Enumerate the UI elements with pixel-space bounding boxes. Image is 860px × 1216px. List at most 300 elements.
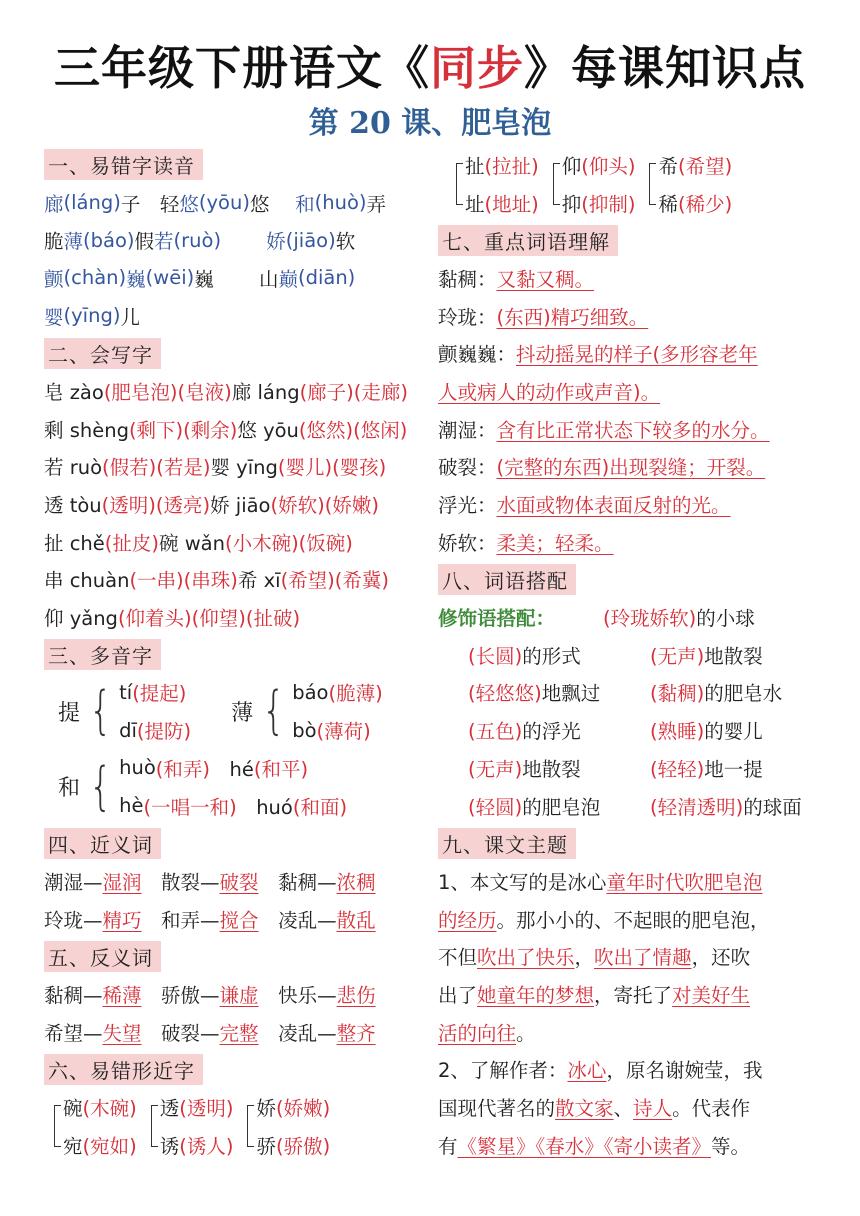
pinyin-text: 子 [120, 192, 141, 216]
word: 快乐— [258, 984, 337, 1007]
line [438, 711, 828, 749]
word: (抑制) [581, 192, 636, 216]
theme-text: 2、了解作者： [438, 1059, 568, 1083]
similar-block [456, 146, 828, 221]
pinyin-text: (jiāo) [285, 228, 336, 252]
word: (一唱一和) [143, 795, 237, 819]
pinyin-text: 和 [269, 192, 315, 216]
similar-row [256, 1088, 330, 1126]
line [438, 674, 828, 712]
char: 碗 [63, 1097, 83, 1121]
pinyin-text: 脆 [44, 230, 64, 254]
collocation [650, 678, 782, 706]
line [438, 410, 828, 448]
head-word: 的形式 [522, 644, 581, 668]
pinyin-text: (wēi) [145, 266, 195, 290]
key-phrase: 吹出了快乐 [477, 946, 575, 970]
collocation [650, 641, 763, 669]
line [44, 297, 436, 335]
modifier: (轻圆) [468, 795, 523, 819]
collocation [603, 603, 755, 631]
answer-word: 湿润 [102, 870, 142, 894]
line [44, 1013, 436, 1051]
char: 仰 [561, 154, 582, 178]
theme-text: ，寄托了 [594, 983, 673, 1007]
pinyin: huó [236, 795, 293, 819]
definition: 人或病人的动作或声音)。 [438, 380, 661, 404]
polyphone-group [58, 674, 191, 749]
char: 诱 [159, 1134, 180, 1158]
answer-word: 浓稠 [336, 870, 376, 894]
definition: 含有比正常状态下较多的水分。 [496, 418, 770, 442]
char-pinyin: 若 ruò [44, 456, 103, 480]
polyphone-char: 和 [58, 776, 81, 802]
line [438, 937, 828, 975]
line [44, 937, 436, 975]
pinyin: huò [119, 756, 156, 780]
answer-word: 谦虚 [219, 984, 259, 1007]
collocation [468, 641, 650, 669]
similar-chars [160, 1088, 234, 1163]
word: 和弄— [141, 908, 220, 932]
pinyin: dī [119, 718, 137, 742]
line [438, 334, 828, 372]
word: (和面) [292, 795, 348, 819]
char-pinyin: 扯 chě [44, 531, 105, 555]
line [438, 259, 828, 297]
word: 破裂— [141, 1021, 220, 1045]
line [44, 184, 436, 222]
pinyin: hé [209, 757, 254, 781]
line [438, 862, 828, 900]
term: 破裂： [438, 456, 497, 480]
word: (和平) [253, 757, 309, 781]
word: (稀少) [677, 192, 733, 216]
line [44, 372, 436, 410]
word: (宛如) [82, 1134, 137, 1158]
term: 娇软： [438, 531, 497, 555]
theme-text: 。代表作 [672, 1097, 751, 1121]
similar-row [562, 146, 636, 184]
polyphone-char: 薄 [231, 700, 254, 726]
char-pinyin: 透 tòu [44, 494, 102, 518]
line [44, 334, 436, 372]
head-word: 的浮光 [522, 720, 581, 744]
key-phrase: 《繁星》《春水》《寄小读者》 [457, 1134, 712, 1158]
bracket-symbol [54, 1105, 61, 1147]
section-8-heading: 八、词语搭配 [438, 564, 576, 595]
key-phrase: 冰心 [567, 1059, 607, 1083]
theme-text: 不但 [438, 946, 478, 970]
word: (诱人) [179, 1134, 234, 1158]
line [44, 410, 436, 448]
key-phrase: 散文家 [555, 1097, 614, 1121]
pinyin-text: (yōu) [198, 191, 250, 215]
term: 颤巍巍： [438, 343, 517, 367]
similar-chars [63, 1088, 137, 1163]
similar-chars [562, 146, 636, 221]
similar-row [465, 184, 539, 222]
line [438, 523, 828, 561]
pinyin-text: (huò) [314, 191, 367, 215]
theme-text: 等。 [711, 1134, 751, 1158]
answer-word: 破裂 [219, 870, 259, 894]
example-words: (娇软)(娇嫩) [270, 494, 379, 518]
key-phrase: 吹出了情趣 [594, 946, 692, 970]
modifier: (无声) [468, 757, 523, 781]
page-title: 三年级下册语文《同步》每课知识点 [54, 41, 806, 95]
pinyin-text: (ruò) [173, 228, 222, 252]
pinyin-text: 薄 [63, 230, 84, 254]
line [438, 636, 828, 674]
definition: 抖动摇晃的样子(多形容老年 [516, 343, 758, 367]
bracket-symbol [649, 163, 656, 205]
head-word: 的球面 [743, 795, 802, 819]
word: 玲珑— [44, 908, 103, 932]
example-words: (悠然)(悠闲) [298, 418, 408, 442]
word: 潮湿— [44, 870, 103, 894]
similar-block [54, 1088, 436, 1163]
key-phrase: 童年时代吹肥皂泡 [606, 870, 763, 894]
key-phrase: 活的向往 [438, 1021, 517, 1045]
line [438, 975, 828, 1013]
similar-row [63, 1088, 137, 1126]
line [44, 824, 436, 862]
pinyin-text: 悠 [179, 192, 199, 216]
pinyin-text: (diān) [297, 266, 356, 290]
answer-word: 精巧 [102, 908, 142, 932]
key-phrase: 诗人 [633, 1097, 673, 1121]
line [438, 485, 828, 523]
similar-chars [658, 146, 732, 221]
word: 凌乱— [258, 1021, 337, 1045]
answer-word: 失望 [102, 1021, 142, 1045]
polyphone-readings [292, 674, 382, 749]
line [438, 1088, 828, 1126]
example-words: (一串)(串珠) [129, 569, 238, 593]
char-pinyin: 希 xī [237, 569, 281, 593]
pinyin: tí [119, 680, 133, 704]
char: 宛 [63, 1134, 83, 1158]
modifier: (黏稠) [650, 682, 705, 706]
char-pinyin: 婴 yīng [210, 456, 278, 480]
example-words: (小木碗)(饭碗) [224, 531, 353, 555]
reading-row [119, 787, 347, 825]
line [438, 824, 828, 862]
section-9-heading: 九、课文主题 [438, 828, 576, 859]
line [438, 598, 828, 636]
char: 娇 [256, 1097, 276, 1121]
collocation [650, 716, 763, 744]
modifier: (轻轻) [650, 757, 705, 781]
answer-word: 散乱 [336, 908, 376, 932]
theme-text: 。 [516, 1021, 536, 1045]
theme-text: 。那小小的、不起眼的肥皂泡， [496, 908, 770, 932]
section-4-heading: 四、近义词 [44, 828, 161, 859]
line [438, 561, 828, 599]
line [44, 561, 436, 599]
pinyin-text: (láng) [63, 191, 121, 215]
theme-text: ， [574, 946, 595, 970]
modifier: (轻清透明) [650, 795, 744, 819]
line [438, 787, 828, 825]
right-column [438, 146, 828, 1164]
word: (薄荷) [316, 720, 371, 744]
char-pinyin: 娇 jiāo [210, 494, 271, 518]
theme-text: ，还吹 [691, 946, 751, 970]
line [44, 1051, 436, 1089]
reading-row [119, 711, 191, 749]
line [438, 1126, 828, 1164]
bracket-symbol [151, 1105, 158, 1147]
char-pinyin: 串 chuàn [44, 569, 130, 593]
modifier-label: 修饰语搭配： [438, 607, 556, 631]
modifier: (玲珑娇软) [603, 607, 697, 631]
word: (地址) [484, 192, 539, 216]
similar-row [658, 146, 732, 184]
brace-symbol: { [262, 681, 286, 742]
line [44, 259, 436, 297]
pinyin-text: 软 [335, 230, 356, 254]
example-words: (廊子)(走廊) [299, 380, 409, 404]
word: 散裂— [141, 870, 220, 894]
reading-row [292, 711, 382, 749]
pinyin-text: (yīng) [63, 304, 121, 328]
similar-row [658, 184, 732, 222]
word: 凌乱— [258, 908, 337, 932]
line [438, 221, 828, 259]
head-word: 的肥皂泡 [522, 795, 601, 819]
pinyin: hè [119, 794, 144, 818]
similar-row [465, 146, 539, 184]
pinyin-text: (chàn) [63, 266, 127, 290]
polyphone-readings [119, 749, 347, 824]
word: 希望— [44, 1021, 103, 1045]
pinyin-text: 假 [134, 230, 155, 254]
example-words: (假若)(若是) [102, 456, 211, 480]
pinyin-text: 山 [213, 267, 279, 291]
theme-text: 1、本文写的是冰心 [438, 870, 607, 894]
section-2-heading: 二、会写字 [44, 338, 161, 369]
modifier: (长圆) [468, 644, 523, 668]
example-words: (肥皂泡)(皂液) [103, 380, 232, 404]
polyphone-char: 提 [58, 700, 81, 726]
word: 黏稠— [44, 984, 103, 1007]
term: 黏稠： [438, 267, 497, 291]
reading-row [292, 674, 382, 712]
line [44, 900, 436, 938]
theme-text: 国现代著名的 [438, 1097, 556, 1121]
line [44, 146, 436, 184]
line [44, 598, 436, 636]
bracket-symbol [456, 163, 463, 205]
collocation [468, 754, 650, 782]
similar-chars [465, 146, 539, 221]
head-word: 地散裂 [704, 644, 763, 668]
section-7-heading: 七、重点词语理解 [438, 225, 618, 256]
head-word: 的婴儿 [704, 720, 763, 744]
collocation [650, 792, 802, 820]
pinyin-text: 弄 [366, 192, 387, 216]
collocation [468, 678, 650, 706]
answer-word: 悲伤 [336, 984, 376, 1007]
pinyin-text: 颤 [44, 267, 64, 291]
modifier: (轻悠悠) [468, 682, 542, 706]
pinyin: báo [292, 680, 329, 704]
char-pinyin: 皂 zào [44, 380, 104, 404]
char: 稀 [658, 192, 678, 216]
word: (提起) [132, 682, 187, 706]
line [438, 900, 828, 938]
word: (提防) [136, 720, 192, 744]
definition: 又黏又稠。 [496, 267, 595, 291]
word: (和弄) [155, 757, 210, 781]
word: (仰头) [581, 154, 636, 178]
polyphone-block [58, 674, 436, 749]
pinyin-text: 巅 [278, 267, 298, 291]
line [44, 523, 436, 561]
pinyin-text: 悠 [249, 192, 270, 216]
example-words: (剩下)(剩余) [128, 418, 238, 442]
theme-text: ，原名谢婉莹，我 [606, 1059, 763, 1083]
similar-char-group [649, 146, 732, 221]
section-3-heading: 三、多音字 [44, 639, 161, 670]
char-pinyin: 廊 láng [231, 380, 300, 404]
word: (骄傲) [275, 1134, 331, 1158]
answer-word: 完整 [219, 1021, 259, 1045]
char-pinyin: 剩 shèng [44, 418, 129, 442]
key-phrase: 对美好生 [672, 983, 751, 1007]
polyphone-group [58, 749, 347, 824]
line [44, 636, 436, 674]
bracket-symbol [247, 1105, 254, 1147]
example-words: (婴儿)(婴孩) [277, 456, 387, 480]
brace-symbol: { [88, 681, 113, 742]
brace-symbol: { [88, 756, 113, 817]
section-5-heading: 五、反义词 [44, 941, 161, 972]
head-word: 的肥皂水 [704, 682, 783, 706]
head-word: 地飘过 [541, 682, 601, 706]
reading-row [119, 674, 191, 712]
term: 浮光： [438, 494, 497, 518]
char: 希 [658, 154, 678, 178]
word: (脆薄) [328, 682, 383, 706]
example-words: (透明)(透亮) [101, 494, 211, 518]
char-pinyin: 碗 wǎn [159, 531, 225, 555]
word: 黏稠— [258, 870, 337, 894]
line [44, 975, 436, 1013]
word: (拉扯) [484, 154, 539, 178]
pinyin-text: 娇 [221, 230, 286, 254]
term: 潮湿： [438, 418, 497, 442]
reading-row [119, 749, 347, 787]
bracket-symbol [553, 163, 560, 205]
word: (希望) [677, 154, 733, 178]
answer-word: 整齐 [336, 1021, 376, 1045]
pinyin-text: 若 [154, 230, 174, 254]
pinyin-text: 巍 [194, 267, 214, 291]
definition: 柔美；轻柔。 [496, 531, 614, 555]
key-phrase: 她童年的梦想 [477, 983, 595, 1007]
line [438, 448, 828, 486]
char: 骄 [256, 1134, 276, 1158]
polyphone-block [58, 749, 436, 824]
polyphone-readings [119, 674, 191, 749]
definition: 水面或物体表面反射的光。 [496, 494, 731, 518]
similar-chars [256, 1088, 330, 1163]
similar-char-group [456, 146, 539, 221]
line [438, 1051, 828, 1089]
similar-row [160, 1126, 234, 1164]
key-phrase: 的经历 [438, 908, 497, 932]
head-word: 地散裂 [522, 757, 581, 781]
char-pinyin: 悠 yōu [237, 418, 299, 442]
similar-char-group [54, 1088, 137, 1163]
example-words: (仰着头)(仰望)(扯破) [117, 607, 301, 631]
word: (木碗) [82, 1097, 137, 1121]
pinyin-text: 轻 [140, 192, 180, 216]
section-1-heading: 一、易错字读音 [44, 149, 203, 180]
similar-char-group [151, 1088, 234, 1163]
pinyin-text: 婴 [44, 305, 64, 329]
head-word: 地一提 [704, 757, 763, 781]
similar-char-group [553, 146, 636, 221]
collocation [468, 792, 650, 820]
polyphone-group [231, 674, 383, 749]
collocation [650, 754, 763, 782]
line [44, 862, 436, 900]
modifier: (无声) [650, 644, 705, 668]
pinyin-text: 廊 [44, 192, 64, 216]
theme-text: 出了 [438, 983, 478, 1007]
line [438, 372, 828, 410]
modifier: (熟睡) [650, 720, 705, 744]
lesson-subtitle: 第 20 课、肥皂泡 [308, 106, 552, 141]
definition: (东西)精巧细致。 [496, 305, 649, 329]
pinyin-text: 巍 [126, 267, 146, 291]
line [44, 221, 436, 259]
example-words: (扯皮) [104, 531, 159, 555]
line [44, 448, 436, 486]
line [438, 749, 828, 787]
definition: (完整的东西)出现裂缝；开裂。 [496, 456, 766, 480]
similar-char-group [247, 1088, 330, 1163]
line [438, 1013, 828, 1051]
section-6-heading: 六、易错形近字 [44, 1054, 203, 1085]
head-word: 的小球 [696, 607, 755, 631]
modifier: (五色) [468, 720, 523, 744]
word: 骄傲— [141, 984, 220, 1007]
term: 玲珑： [438, 305, 497, 329]
collocation [468, 716, 650, 744]
pinyin-text: (báo) [83, 228, 135, 252]
line [438, 297, 828, 335]
line [44, 485, 436, 523]
char-pinyin: 仰 yǎng [44, 607, 118, 631]
left-column [44, 146, 436, 1164]
theme-text: 、 [613, 1097, 634, 1121]
answer-word: 搅合 [219, 908, 259, 932]
similar-row [160, 1088, 234, 1126]
similar-row [256, 1126, 330, 1164]
similar-row [63, 1126, 137, 1164]
char: 址 [465, 192, 485, 216]
example-words: (希望)(希冀) [280, 569, 389, 593]
pinyin-text: 儿 [120, 305, 140, 329]
theme-text: 有 [438, 1134, 458, 1158]
answer-word: 稀薄 [102, 984, 142, 1007]
char: 抑 [561, 192, 582, 216]
